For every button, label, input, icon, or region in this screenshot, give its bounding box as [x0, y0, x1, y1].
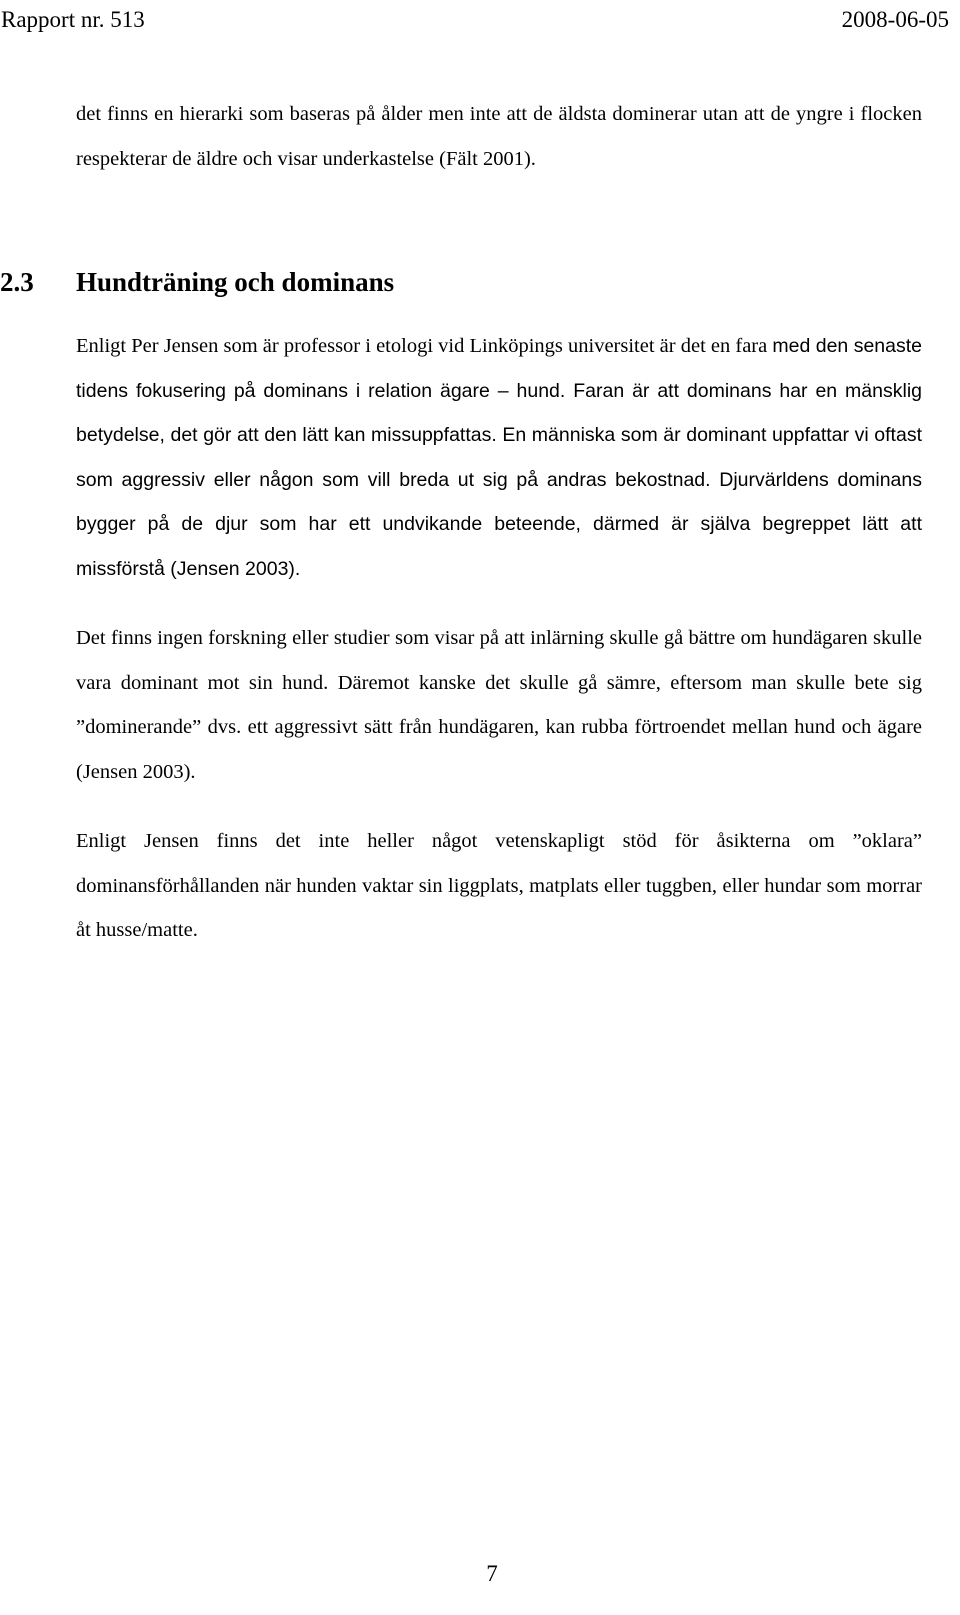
paragraph-serif-text: Enligt Per Jensen som är professor i etologi vid Linköpings universitet är det en fara: [76, 335, 768, 357]
intro-paragraph: det finns en hierarki som baseras på ålder men inte att de äldsta dominerar utan att de yngre i flocken respekterar de äldre och visar underkastelse (Fält 2001).: [76, 103, 922, 170]
paragraph-no-research: Det finns ingen forskning eller studier som visar på att inlärning skulle gå bättre om hundägaren skulle vara dominant mot sin hund. Däremot kanske det skulle gå sämre, eftersom man skulle bete sig ”dominerande” dvs. ett aggressivt sätt från hundägaren, kan rubba förtroendet mellan hund och ägare (Jensen 2003).: [76, 627, 922, 783]
paragraph-sans-text: med den senaste tidens fokusering på dominans i relation ägare – hund. Faran är att dominans har en mänsklig betydelse, det gör att den lätt kan missuppfattas. En människa som är dominant uppfattar vi oftast som aggressiv eller någon som vill breda ut sig på andras bekostnad. Djurvärldens dominans bygger på de djur som har ett undvikande beteende, därmed är själva begreppet lätt att missförstå (Jensen 2003).: [76, 335, 922, 580]
document-body: [0, 92, 922, 953]
paragraph-jensen-dominance: [76, 324, 922, 591]
page-number-text: 7: [486, 1561, 498, 1586]
paragraph-no-scientific-support: Enligt Jensen finns det inte heller något vetenskapligt stöd för åsikterna om ”oklara” dominansförhållanden när hunden vaktar sin liggplats, matplats eller tuggben, eller hundar som morrar åt husse/matte.: [76, 830, 922, 941]
section-title: Hundträning och dominans: [76, 267, 395, 297]
report-number-header: Rapport nr. 513: [1, 7, 145, 32]
section-number: 2.3: [0, 267, 34, 297]
date-header: 2008-06-05: [841, 7, 949, 32]
page-number: [0, 1560, 960, 1588]
section-heading: [0, 264, 922, 300]
